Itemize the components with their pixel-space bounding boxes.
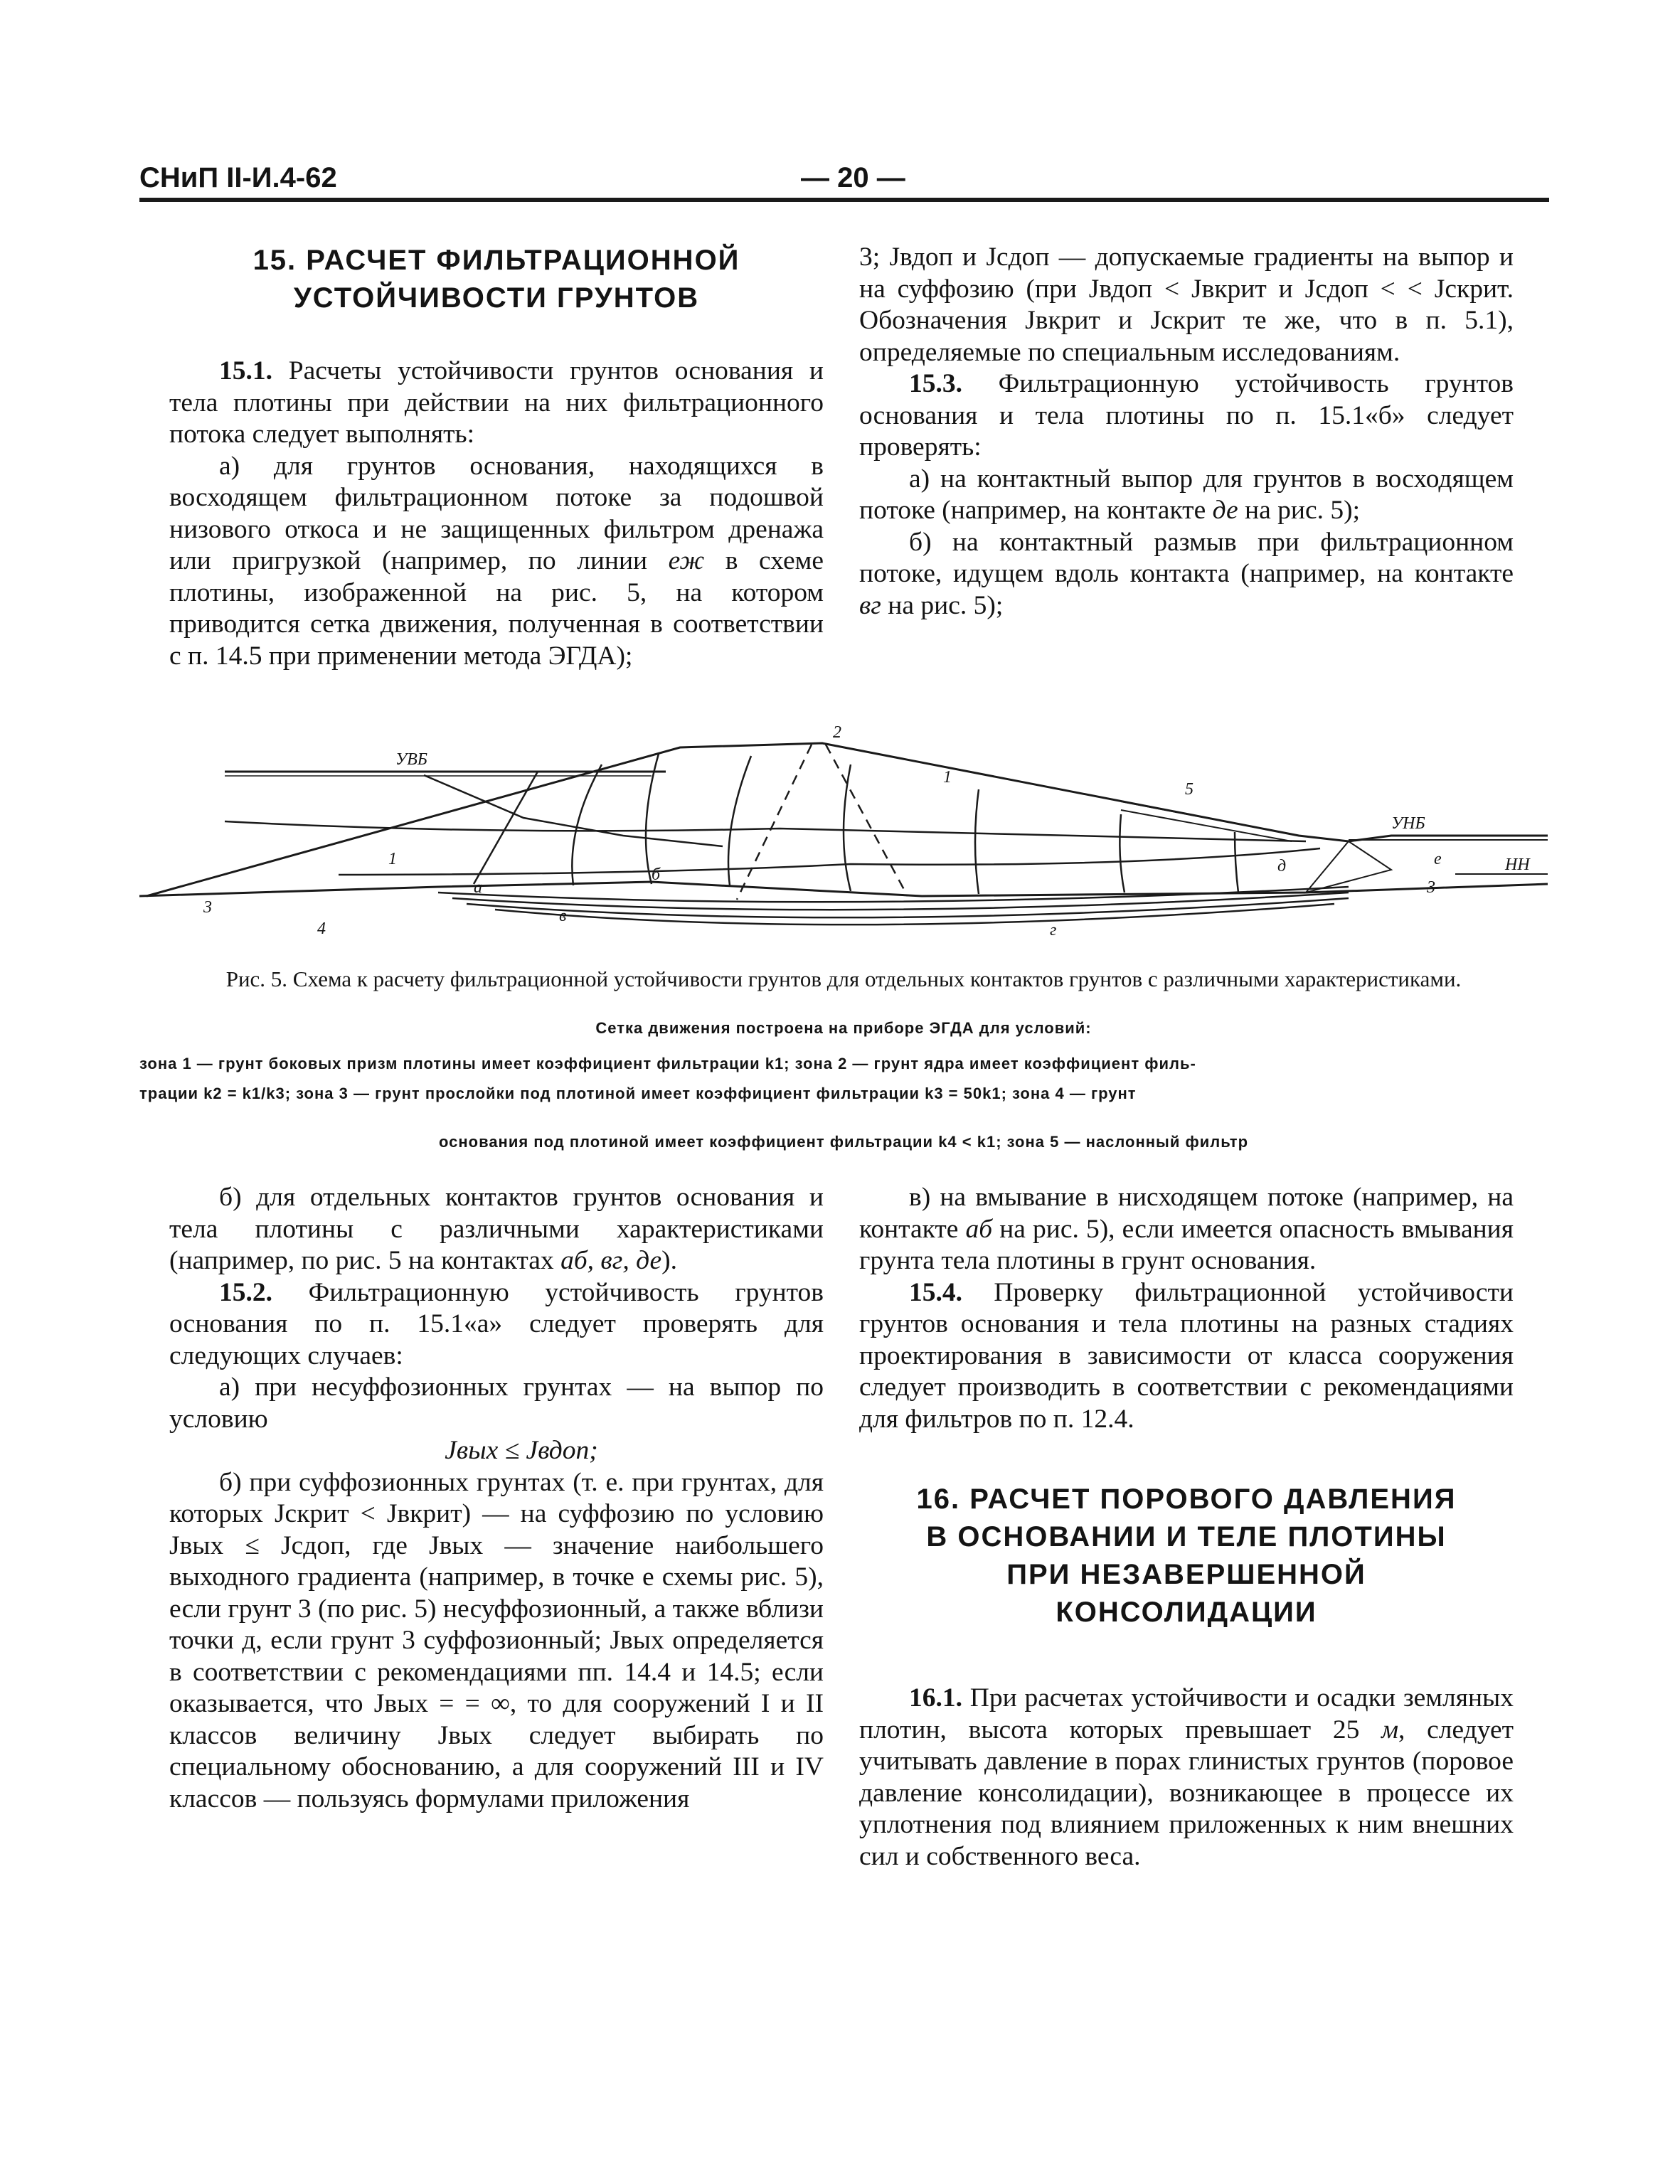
paragraph-text: ).: [661, 1246, 678, 1275]
caption-line-2: трации k2 = k1/k3; зона 3 — грунт прослойки под плотиной имеет коэффициент фильтрации k3 = 50k1; зона 4 — грунт: [139, 1085, 1137, 1102]
paragraph-text: в схеме плотины, изображенной на рис. 5, на котором приводится сетка движения, полученная в соответствии с п. 14.5 при применении метода ЭГДА);: [169, 546, 824, 671]
zone-4: 4: [317, 920, 326, 938]
right-column-top: [859, 242, 1514, 622]
paragraph-text: на рис. 5), если имеется опасность вмывания грунта тела плотины в грунт основания.: [859, 1214, 1514, 1275]
zone-1-right: 1: [943, 768, 952, 787]
paragraph-text: Расчеты устойчивости грунтов основания и тела плотины при действии на них фильтрационного потока следует выполнять:: [169, 356, 824, 449]
paragraph-15-1-b: [169, 1182, 824, 1277]
caption-line-1: зона 1 — грунт боковых призм плотины имеет коэффициент фильтрации k1; зона 2 — грунт ядра имеет коэффициент филь-: [139, 1055, 1196, 1072]
point-v: в: [559, 907, 567, 925]
left-column-top: [169, 242, 824, 672]
section-15-title-line1: 15. РАСЧЕТ ФИЛЬТРАЦИОННОЙ: [252, 245, 740, 276]
equipotential-5: [844, 765, 851, 891]
core-boundary-right: [826, 745, 908, 896]
paragraph-text: Проверку фильтрационной устойчивости грунтов основания и тела плотины на разных стадиях проектирования в зависимости от класса сооружения следует производить в соответствии с рекомендациями для фильтров по п. 12.4.: [859, 1277, 1514, 1434]
paragraph-15-2: [169, 1277, 824, 1373]
equipotential-4: [728, 756, 751, 885]
paragraph-text: , следует учитывать давление в порах глинистых грунтов (поровое давление консолидации), возникающее в процессе их уплотнения под влиянием приложенных к ним внешних сил и собственного веса.: [859, 1715, 1514, 1871]
streamline-3: [424, 775, 723, 846]
equipotential-2: [572, 765, 602, 885]
point-d: д: [1277, 857, 1287, 875]
formula-vypor: Jвых ≤ Jвдоп;: [445, 1436, 598, 1465]
paragraph-15-3-v: [859, 1182, 1514, 1277]
figure-dam-scheme: [139, 722, 1548, 942]
paragraph-gradients: 3; Jвдоп и Jcдоп — допускаемые градиенты на выпор и на суффозию (при Jвдоп < Jвкрит и Jcдоп < < Jcкрит. Обозначения Jвкрит и Jcкрит те же, что в п. 5.1), определяемые по специальным исследованиям.: [859, 243, 1514, 367]
paragraph-15-3: [859, 368, 1514, 464]
paragraph-text: Фильтрационную устойчивость грунтов основания и тела плотины по п. 15.1«б» следует проверять:: [859, 369, 1514, 462]
section-16-title-line1: 16. РАСЧЕТ ПОРОВОГО ДАВЛЕНИЯ: [916, 1483, 1457, 1515]
section-16-title-line3: ПРИ НЕЗАВЕРШЕННОЙ: [1006, 1559, 1366, 1590]
italic-term: де: [1212, 496, 1238, 525]
equipotential-1: [474, 772, 538, 884]
page-number: — 20 —: [801, 162, 905, 193]
dam-diagram: [139, 722, 1548, 942]
caption-line-3: основания под плотиной имеет коэффициент фильтрации k4 < k1; зона 5 — наслонный фильтр: [438, 1133, 1249, 1151]
section-15-title-line2: УСТОЙЧИВОСТИ ГРУНТОВ: [293, 282, 700, 314]
paragraph-text: б) для отдельных контактов грунтов основания и тела плотины с различными характеристиками (например, по рис. 5 на контактах: [169, 1183, 824, 1275]
doc-code: СНиП II-И.4-62: [139, 162, 337, 193]
point-b: б: [652, 865, 661, 884]
figure-caption: Рис. 5. Схема к расчету фильтрационной устойчивости грунтов для отдельных контактов грунтов с различными характеристиками.: [225, 966, 1462, 991]
filter-strip: [1121, 801, 1299, 836]
zone-3-right: 3: [1427, 878, 1435, 897]
label-unb: УНБ: [1391, 814, 1425, 833]
paragraph-text: б) на контактный размыв при фильтрационном потоке, идущем вдоль контакта (например, на контакте: [859, 527, 1514, 588]
italic-term: аб: [965, 1214, 993, 1244]
paragraph-15-2-b: б) при суффозионных грунтах (т. е. при грунтах, для которых Jcкрит < Jвкрит) — на суффозию по условию Jвых ≤ Jcдоп, где Jвых — значение наибольшего выходного градиента (например, в точке е схемы рис. 5), если грунт 3 (по рис. 5) несуффозионный, а также вблизи точки д, если грунт 3 суффозионный; Jвых определяется в соответствии с рекомендациями пп. 14.4 и 14.5; если оказывается, что Jвых = = ∞, то для сооружений I и II классов величину Jвых следует выбирать по специальному обоснованию, а для сооружений III и IV классов — пользуясь формулами приложения: [169, 1467, 824, 1813]
italic-term: аб, вг, де: [560, 1246, 662, 1275]
caption-subtitle: Сетка движения построена на приборе ЭГДА для условий:: [595, 1019, 1092, 1037]
paragraph-number: 15.1.: [219, 356, 272, 385]
section-16-title-line4: КОНСОЛИДАЦИИ: [1056, 1597, 1317, 1628]
point-g: г: [1050, 921, 1057, 939]
paragraph-16-1: [859, 1683, 1514, 1873]
paragraph-text: а) для грунтов основания, находящихся в восходящем фильтрационном потоке за подошвой низового откоса и не защищенных фильтром дренажа или пригрузкой (например, по линии: [169, 451, 824, 575]
paragraph-15-4: [859, 1277, 1514, 1436]
equipotential-3: [646, 754, 659, 884]
label-nn: НН: [1505, 856, 1530, 874]
right-column-bottom: [859, 1182, 1514, 1873]
section-16-title-line2: В ОСНОВАНИИ И ТЕЛЕ ПЛОТИНЫ: [926, 1521, 1447, 1552]
equipotential-6: [975, 789, 979, 894]
zone-3-left: 3: [203, 898, 212, 917]
streamline-1: [225, 821, 1306, 841]
equipotential-7: [1120, 814, 1125, 893]
paragraph-15-1: [169, 356, 824, 451]
paragraph-text: в) на вмывание в нисходящем потоке (например, на контакте: [859, 1183, 1514, 1244]
paragraph-15-3-a: [859, 464, 1514, 527]
core-boundary-left: [737, 745, 812, 900]
point-a: а: [474, 878, 482, 897]
italic-term: еж: [668, 546, 705, 575]
paragraph-15-1-a: [169, 451, 824, 673]
paragraph-number: 15.3.: [909, 369, 962, 398]
paragraph-text: При расчетах устойчивости и осадки земляных плотин, высота которых превышает 25: [859, 1683, 1514, 1744]
italic-term: м: [1381, 1715, 1399, 1744]
paragraph-text: Фильтрационную устойчивость грунтов основания по п. 15.1«а» следует проверять для следующих случаев:: [169, 1277, 824, 1370]
zone-5: 5: [1185, 780, 1193, 799]
paragraph-number: 16.1.: [909, 1683, 962, 1712]
zone-2: 2: [833, 723, 841, 742]
paragraph-text: на рис. 5);: [881, 590, 1004, 620]
equipotential-8: [1235, 832, 1238, 893]
paragraph-text: а) на контактный выпор для грунтов в восходящем потоке (например, на контакте: [859, 464, 1514, 525]
header-rule: [139, 198, 1549, 202]
paragraph-number: 15.4.: [909, 1277, 962, 1307]
paragraph-number: 15.2.: [219, 1277, 272, 1307]
paragraph-15-2-a: а) при несуффозионных грунтах — на выпор по условию: [169, 1373, 824, 1434]
label-uvb: УВБ: [395, 750, 427, 769]
paragraph-15-3-b: [859, 527, 1514, 622]
paragraph-text: на рис. 5);: [1238, 496, 1361, 525]
point-e: е: [1434, 850, 1442, 868]
left-column-bottom: [169, 1182, 824, 1815]
italic-term: вг: [859, 590, 881, 620]
zone-1-left: 1: [388, 850, 397, 868]
